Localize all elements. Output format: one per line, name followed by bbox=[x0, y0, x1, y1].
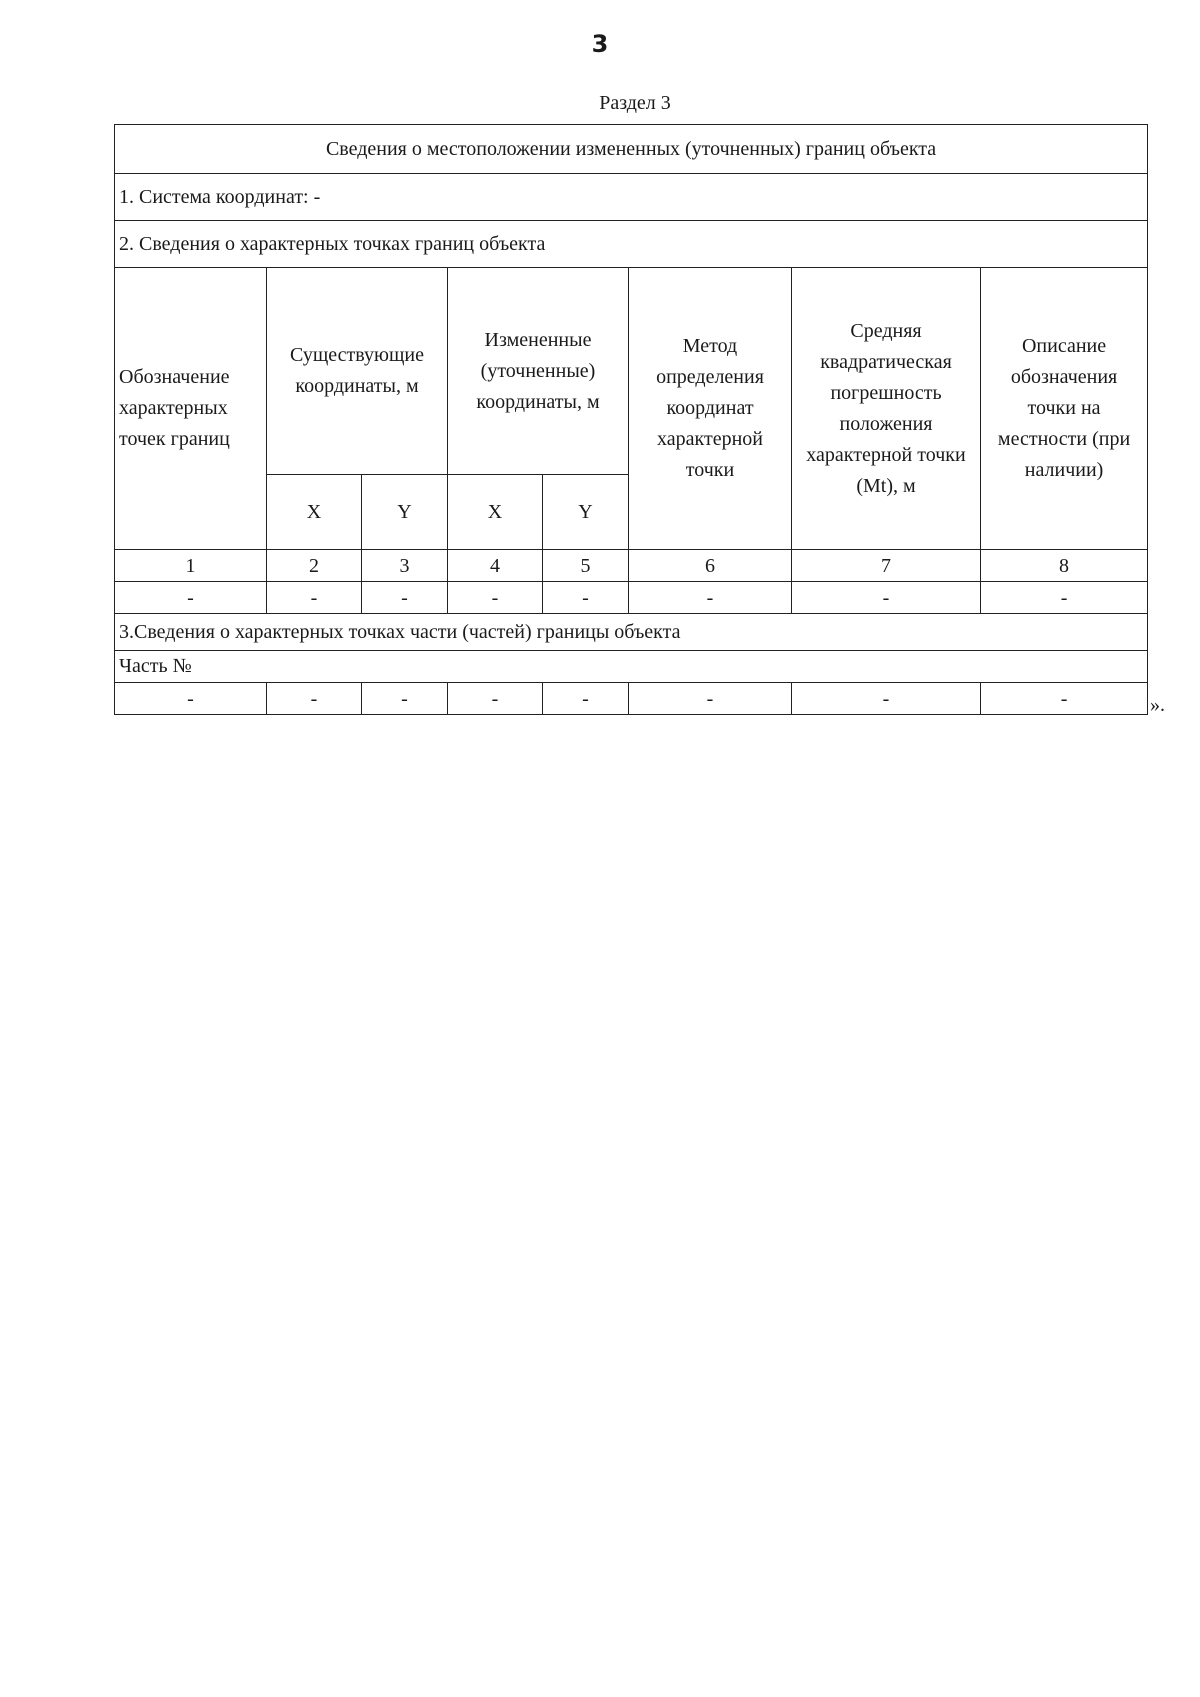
column-number: 5 bbox=[543, 550, 629, 582]
page-number: 3 bbox=[591, 30, 609, 58]
table-title: Сведения о местоположении измененных (уточненных) границ объекта bbox=[115, 125, 1148, 174]
table-cell: - bbox=[543, 683, 629, 715]
header-existing-y: Y bbox=[362, 475, 448, 550]
table-cell: - bbox=[629, 683, 792, 715]
closing-quote: ». bbox=[1150, 694, 1165, 716]
table-cell: - bbox=[981, 683, 1148, 715]
column-number: 6 bbox=[629, 550, 792, 582]
table-cell: - bbox=[267, 582, 362, 614]
table-cell: - bbox=[448, 582, 543, 614]
table-cell: - bbox=[115, 582, 267, 614]
table-cell: - bbox=[792, 582, 981, 614]
header-changed-y: Y bbox=[543, 475, 629, 550]
parts-heading: 3.Сведения о характерных точках части (частей) границы объекта bbox=[115, 614, 1148, 651]
coordinate-system: 1. Система координат: - bbox=[115, 174, 1148, 221]
table-cell: - bbox=[448, 683, 543, 715]
header-error: Средняя квадратическая погрешность положения характерной точки (Mt), м bbox=[792, 268, 981, 550]
column-number: 1 bbox=[115, 550, 267, 582]
table-cell: - bbox=[267, 683, 362, 715]
column-number: 2 bbox=[267, 550, 362, 582]
boundary-table bbox=[114, 124, 1148, 715]
header-existing-x: X bbox=[267, 475, 362, 550]
column-number: 8 bbox=[981, 550, 1148, 582]
header-description: Описание обозначения точки на местности (при наличии) bbox=[981, 268, 1148, 550]
table-cell: - bbox=[543, 582, 629, 614]
header-changed-x: X bbox=[448, 475, 543, 550]
header-method: Метод определения координат характерной точки bbox=[629, 268, 792, 550]
parts-row bbox=[115, 683, 1148, 715]
header-existing-coords: Существующие координаты, м bbox=[267, 268, 448, 475]
section-title: Раздел 3 bbox=[599, 92, 671, 114]
table-cell: - bbox=[362, 582, 448, 614]
table-cell: - bbox=[981, 582, 1148, 614]
points-row bbox=[115, 582, 1148, 614]
table-cell: - bbox=[362, 683, 448, 715]
part-label: Часть № bbox=[115, 651, 1148, 683]
column-number: 3 bbox=[362, 550, 448, 582]
header-changed-coords: Измененные (уточненные) координаты, м bbox=[448, 268, 629, 475]
column-number: 7 bbox=[792, 550, 981, 582]
column-number-row bbox=[115, 550, 1148, 582]
table-cell: - bbox=[792, 683, 981, 715]
table-cell: - bbox=[115, 683, 267, 715]
column-number: 4 bbox=[448, 550, 543, 582]
header-designation: Обозначение характерных точек границ bbox=[115, 268, 267, 550]
table-cell: - bbox=[629, 582, 792, 614]
points-heading: 2. Сведения о характерных точках границ объекта bbox=[115, 221, 1148, 268]
